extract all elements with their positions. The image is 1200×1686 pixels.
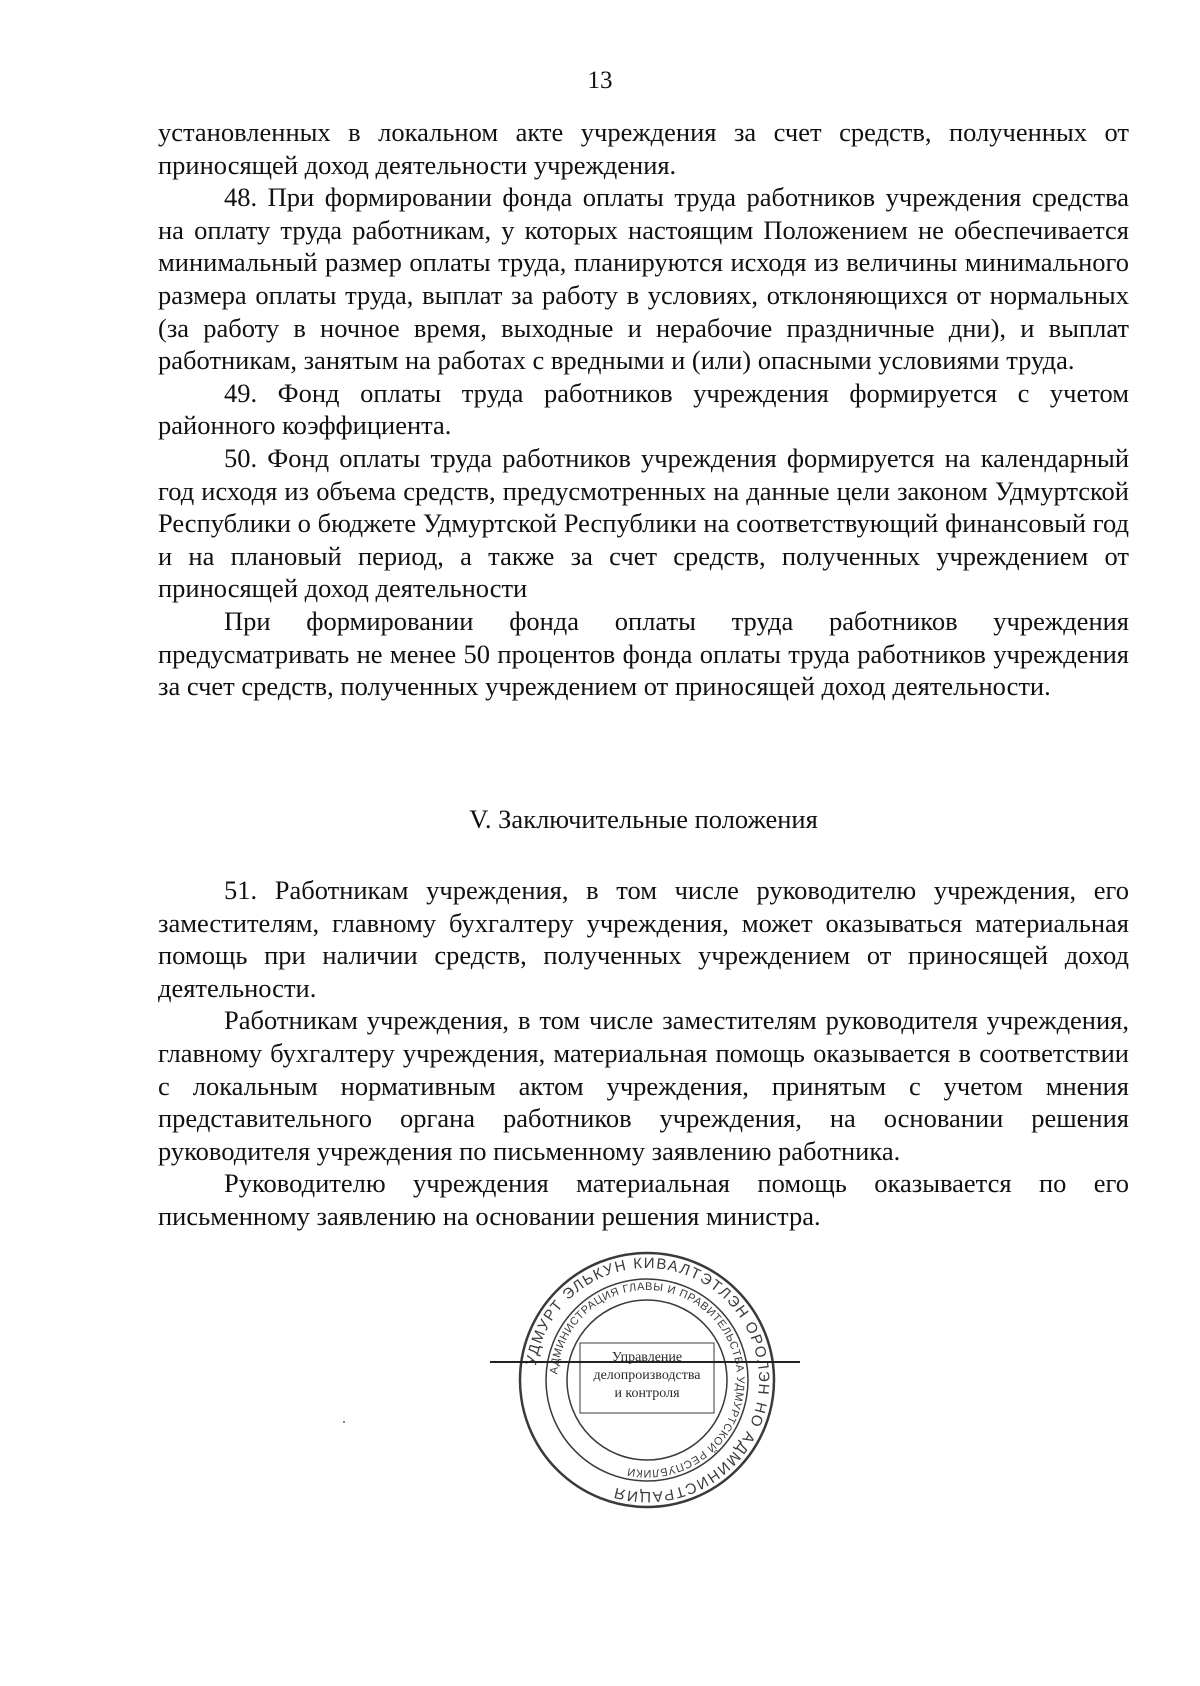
svg-text:УДМУРТ ЭЛЬКУН КИВАЛТЭТЛЭН ОРОЛ: УДМУРТ ЭЛЬКУН КИВАЛТЭТЛЭН ОРОЛЭН НО АДМИНИСТРАЦИЯ [522, 1254, 773, 1506]
paragraph-51: 51. Работникам учреждения, в том числе руководителю учреждения, его заместителям, главному бухгалтеру учреждения, может оказываться материальная помощь при наличии средств, полученных учреждением от приносящей доход деятельности. [158, 875, 1129, 1003]
paragraph-49: 49. Фонд оплаты труда работников учреждения формируется с учетом районного коэффициента. [158, 377, 1129, 441]
signature-line [490, 1361, 800, 1363]
paragraph-48: 48. При формировании фонда оплаты труда работников учреждения средства на оплату труда работникам, у которых настоящим Положением не обеспечивается минимальный размер оплаты труда, планируются исходя из величины минимального размера оплаты труда, выплат за работу в условиях, отклоняющихся от нормальных (за работу в ночное время, выходные и нерабочие праздничные дни), и выплат работникам, занятым на работах с вредными и (или) опасными условиями труда. [158, 182, 1129, 376]
page-number: 13 [587, 67, 613, 94]
stamp-center-line-2: делопроизводства [593, 1368, 701, 1383]
paragraph-51-head: Руководителю учреждения материальная помощь оказывается по его письменному заявлению на основании решения министра. [158, 1168, 1129, 1231]
scan-speck [343, 1421, 345, 1423]
stamp-center-line-1: Управление [611, 1350, 683, 1365]
body-text-top [158, 116, 1129, 703]
svg-text:АДМИНИСТРАЦИЯ ГЛАВЫ И ПРАВИТЕЛ: АДМИНИСТРАЦИЯ ГЛАВЫ И ПРАВИТЕЛЬСТВА УДМУРТСКОЙ РЕСПУБЛИКИ [548, 1280, 747, 1480]
paragraph-50: 50. Фонд оплаты труда работников учреждения формируется на календарный год исходя из объема средств, предусмотренных на данные цели законом Удмуртской Республики о бюджете Удмуртской Республики на соответствующий финансовый год и на плановый период, а также за счет средств, полученных учреждением от приносящей доход деятельности [158, 442, 1129, 604]
stamp-center-text [583, 1349, 711, 1403]
paragraph-continuation: установленных в локальном акте учреждения за счет средств, полученных от приносящей доход деятельности учреждения. [158, 117, 1129, 180]
official-stamp [490, 1245, 800, 1515]
paragraph-50-continued: При формировании фонда оплаты труда работников учреждения предусматривать не менее 50 процентов фонда оплаты труда работников учреждения за счет средств, полученных учреждением от приносящей доход деятельности. [158, 605, 1129, 702]
section-heading: V. Заключительные положения [469, 804, 818, 834]
stamp-center-line-3: и контроля [614, 1386, 680, 1401]
body-text-bottom [158, 874, 1129, 1233]
paragraph-51-deputies: Работникам учреждения, в том числе заместителям руководителя учреждения, главному бухгалтеру учреждения, материальная помощь оказывается в соответствии с локальным нормативным актом учреждения, принятым с учетом мнения представительного органа работников учреждения, на основании решения руководителя учреждения по письменному заявлению работника. [158, 1005, 1129, 1166]
